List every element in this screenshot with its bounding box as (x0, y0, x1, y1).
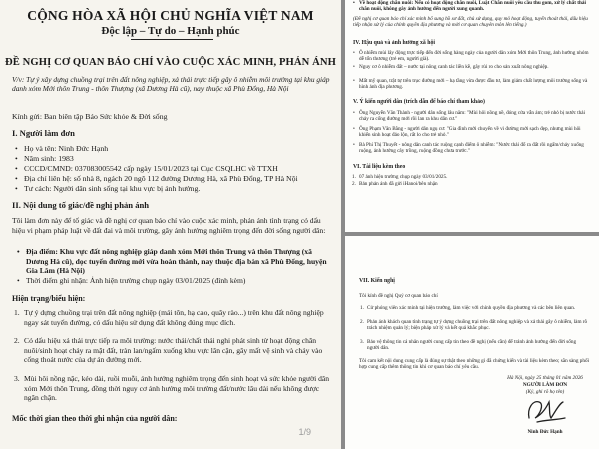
section-1-heading: I. Người làm đơn (12, 128, 75, 138)
signer-name: Ninh Đức Hạnh (527, 429, 563, 435)
request-item-3: 3. Bảo vệ thông tin cá nhân người cung cấp tin theo đề nghị (nếu cần) để tránh ảnh hưởng đến đời sống người dân. (360, 339, 577, 352)
document-title: ĐỀ NGHỊ CƠ QUAN BÁO CHÍ VÀO CUỘC XÁC MINH, PHẢN ÁNH (5, 57, 336, 68)
consequence-item-2: • Nguy cơ ô nhiễm đất – nước tại nông canh tác liền kề, gây rủi ro cho sản xuất nông nghiệp. (359, 64, 591, 70)
signer-note: (Ký, ghi rõ họ tên) (525, 389, 565, 395)
person-id: • CCCD/CMND: 037083005542 cấp ngày 15/01/2023 tại Cục CSQLHC về TTXH (24, 164, 278, 174)
section-7-heading: VII. Kiến nghị (359, 278, 395, 284)
recipient-line: Kính gửi: Ban biên tập Báo Sức khỏe & Đời sống (12, 112, 168, 121)
commitment-paragraph: Tôi cam kết nội dung cung cấp là đúng sự thật theo những gì đã chứng kiến và tài liệu kèm theo; sẵn sàng phối hợp cung cấp thêm thông tin khi cơ quan báo chí yêu cầu. (359, 358, 590, 371)
violation-item-1: 1. Tự ý dựng chuồng trại trên đất nông nghiệp (mái tôn, hạ cao, quây rào...) trên khu đất nông nghiệp ngay sát tuyến đường, có dấu hiệu sử dụng đất không đúng mục đích. (14, 308, 324, 327)
violations-heading: Hiện trạng/biểu hiện: (12, 294, 86, 303)
section-4-heading: IV. Hậu quả và ảnh hưởng xã hội (353, 40, 435, 46)
attachment-item-1: 1. 07 ảnh hiện trường chụp ngày 03/01/2025. (352, 174, 448, 180)
document-page-continuation (345, 0, 599, 232)
resident-quote-3: • Bà Phí Thị Thuyết - nông dân canh tác ruộng cạnh điểm ô nhiễm: "Nước thải đổ ra đất rồi ngấm/chảy xuống ruộng, ảnh hưởng cây trồng, ruộng đồng chưa trước." (359, 142, 591, 155)
person-birth-year: • Năm sinh: 1983 (24, 154, 74, 164)
consequence-item-3: • Mất mỹ quan, trật tự trên trục đường mới – hạ tầng vừa được đầu tư, làm giảm chất lượng môi trường sống và hình ảnh địa phương. (359, 78, 591, 91)
resident-quote-2: • Ông Phạm Văn Bằng - người dân ngụ cư: "Gia đình mới chuyển về vì đường mới sạch đẹp, nhưng mùi hôi khiến sinh hoạt đảo lộn, rất lo cho trẻ nhỏ." (359, 126, 591, 139)
section-5-heading: V. Ý kiến người dân (trích dẫn để báo chí tham khảo) (353, 99, 485, 105)
request-intro: Tôi kính đề nghị Quý cơ quan báo chí (359, 293, 438, 299)
violation-item-3: 3. Mùi hôi nồng nặc, kéo dài, ruồi muỗi, ảnh hưởng nghiêm trọng đến sinh hoạt và sức khỏe người dân xóm Mới thôn Trung, đồng thời nguy cơ ảnh hưởng môi trường đất/nước lâu dài nếu không được ngăn chặn. (14, 374, 330, 403)
timeline-heading: Mốc thời gian theo thời ghi nhận của người dân: (12, 414, 178, 423)
time-item: • Thời điểm ghi nhận: Ảnh hiện trường chụp ngày 03/01/2025 (đính kèm) (26, 276, 330, 286)
place-date: Hà Nội, ngày 25 tháng 01 năm 2026 (507, 375, 583, 381)
signer-title: NGƯỜI LÀM ĐƠN (522, 382, 568, 388)
request-item-2: 2. Phản ánh khách quan tình trạng tự ý dựng chuồng trại trên đất nông nghiệp và xả thải gây ô nhiễm, làm rõ trách nhiệm quản lý; biện pháp xử lý và kết quả khắc phục. (360, 319, 588, 332)
intro-paragraph: Tôi làm đơn này để tố giác và đề nghị cơ quan báo chí vào cuộc xác minh, phản ánh tình trạng có dấu hiệu vi phạm pháp luật về đất đai và môi trường, gây ảnh hưởng nghiêm trọng đến đời sống người dân: (12, 216, 326, 235)
attachment-item-2: 2. Bản phản ánh đã gửi iHanoi/bên nhận (352, 181, 438, 187)
consequence-item-1: • Ô nhiễm mùi lây động trực tiếp đến đời sống hàng ngày của người dân xóm Mới thôn Trung, ảnh hưởng nhóm dễ tổn thương (trẻ em, người già). (359, 50, 591, 63)
page-number: 1/9 (298, 427, 311, 437)
national-motto: CỘNG HÒA XÃ HỘI CHỦ NGHĨA VIỆT NAM (27, 8, 314, 23)
violation-item-2: 2. Có dấu hiệu xả thải trực tiếp ra môi trường: nước thải/chất thải nghi phát sinh từ hoạt động chăn nuôi/sinh hoạt chảy ra mặt đất, tràn lan/ngấm xuống khu vực lân cận, gây mất vệ sinh và chảy vào cống thoát nước của dự án đường mới. (14, 336, 323, 365)
request-item-1: 1. Cử phóng viên xác minh tại hiện trường, làm việc với chính quyền địa phương và các bên liên quan. (360, 305, 576, 311)
livestock-regulation-item: • Về hoạt động chăn nuôi: Nếu có hoạt động chăn nuôi, Luật Chăn nuôi yêu cầu thu gom, xử lý chất thải chăn nuôi, không gây ảnh hưởng đến người xung quanh. (359, 0, 591, 13)
document-subject: V/v: Tự ý xây dựng chuồng trại trên đất nông nghiệp, xả thải trực tiếp gây ô nhiễm môi trường tại khu giáp danh xóm Mới thôn Trung - thôn Thượng (xã Dương Hà cũ), nay thuộc xã Phù Đổng, Hà Nội (12, 75, 330, 93)
national-slogan: Độc lập – Tự do – Hạnh phúc (101, 25, 240, 37)
section-6-heading: VI. Tài liệu kèm theo (353, 164, 406, 170)
handwritten-signature (523, 396, 569, 426)
section-2-heading: II. Nội dung tố giác/đề nghị phản ánh (12, 200, 150, 210)
person-role: • Tư cách: Người dân sinh sống tại khu vực bị ảnh hưởng. (24, 184, 200, 194)
resident-quote-1: • Ông Nguyễn Văn Thành - người dân sống lâu năm: "Mùi hôi nồng nề, đóng cửa vẫn ám; trẻ nhỏ bị nước thải chảy ra cống đường mới rồi lan ra khu dân cư." (359, 110, 591, 123)
person-address: • Địa chỉ liên hệ: số nhà 8, ngách 20 ngõ 112 đường Dương Hà, xã Phù Đổng, TP Hà Nội (24, 174, 298, 184)
person-name: • Họ và tên: Ninh Đức Hạnh (24, 144, 108, 154)
document-page-last (345, 236, 599, 449)
motto-underline (131, 39, 213, 40)
verification-note: (Đề nghị cơ quan báo chí xác minh bổ sung hồ sơ đất, chủ sử dụng, quy mô hoạt động, tuyến thoát thải, dấu hiệu tiếp nhận xử lý của chính quyền địa phương và mời cơ quan chuyên môn lên tiếng.) (353, 16, 588, 29)
location-item: • Địa điểm: Khu vực đất nông nghiệp giáp danh xóm Mới thôn Trung và thôn Thượng (xã Dương Hà cũ), dọc tuyến đường mới vừa hoàn thành, nay thuộc địa bàn xã Phù Đổng, huyện Gia Lâm (Hà Nội) (26, 247, 330, 276)
